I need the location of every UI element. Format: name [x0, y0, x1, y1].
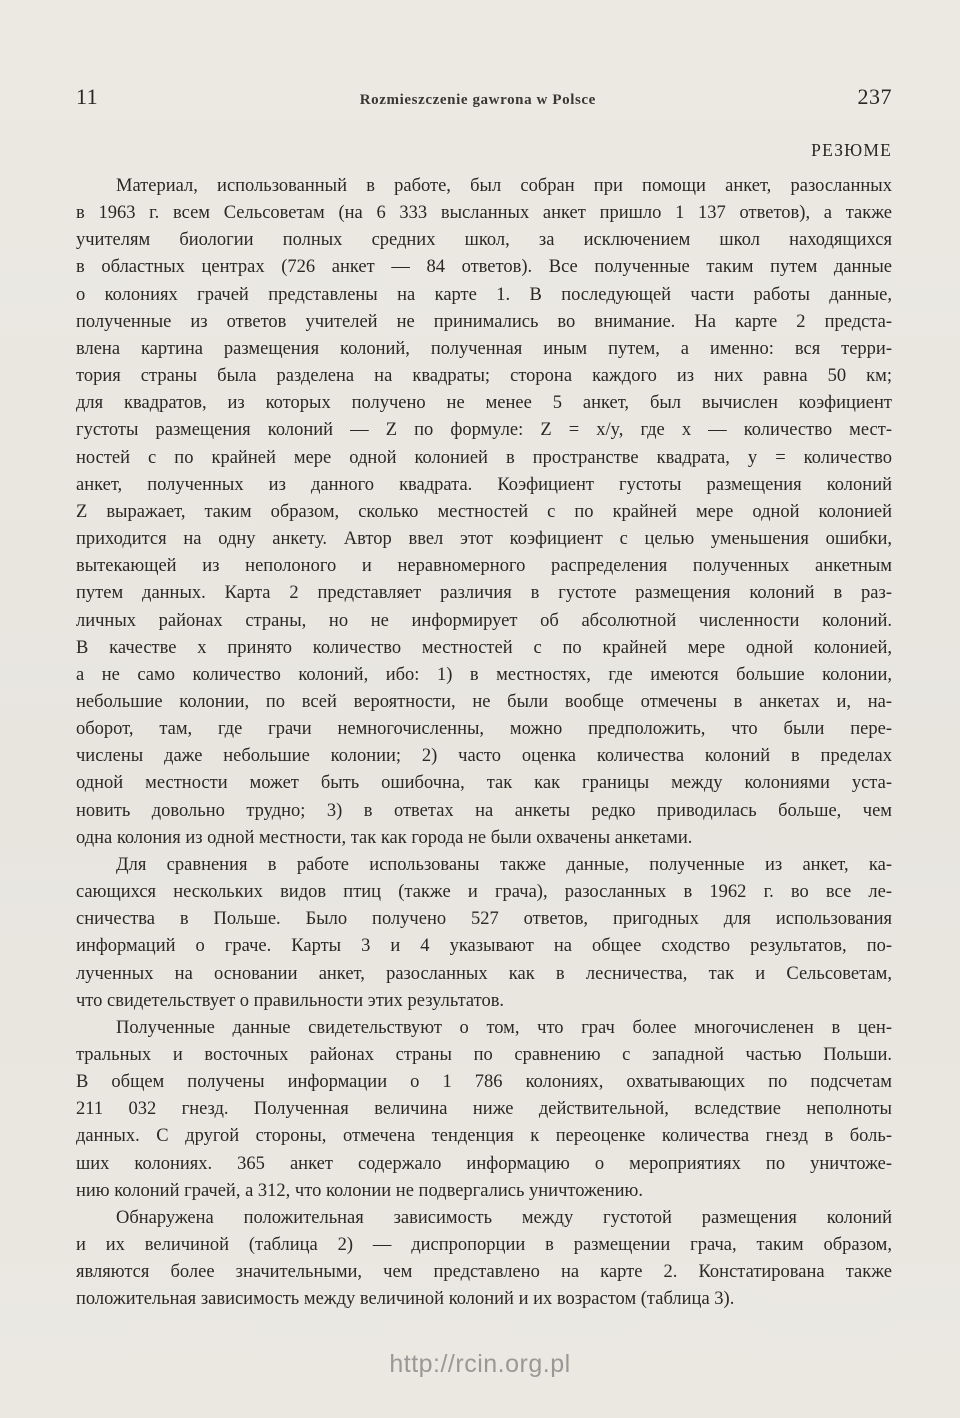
text-line: тория страны была разделена на квадраты; сторона каждого из них равна 50 км; — [76, 366, 892, 387]
text-line: новить довольно трудно; 3) в ответах на анкеты редко приводилась больше, чем — [76, 800, 892, 821]
text-line: одной местности может быть ошибочна, так как границы между колониями уста- — [76, 773, 892, 794]
text-line: Z выражает, таким образом, сколько местностей с по крайней мере одной колонией — [76, 501, 892, 522]
text-line: ностей с по крайней мере одной колонией в пространстве квадрата, y = количество — [76, 447, 892, 468]
paragraph — [76, 852, 892, 1015]
text-line: числены даже небольшие колонии; 2) часто оценка количества колоний в пределах — [76, 746, 892, 767]
text-line: сничества в Польше. Было получено 527 ответов, пригодных для использования — [76, 909, 892, 930]
text-line: Для сравнения в работе использованы также данные, полученные из анкет, ка- — [116, 854, 892, 875]
text-line: густоты размещения колоний — Z по формуле: Z = x/y, где x — количество мест- — [76, 420, 892, 441]
text-line: вытекающей из неполоного и неравномерного распределения полученных анкетным — [76, 556, 892, 577]
text-line: анкет, полученных из данного квадрата. Коэфициент густоты размещения колоний — [76, 474, 892, 495]
text-line: Полученные данные свидетельствуют о том, что грач более многочисленен в цен- — [116, 1017, 892, 1038]
text-line: положительная зависимость между величиной колоний и их возрастом (таблица 3). — [76, 1289, 735, 1310]
text-line: учителям биологии полных средних школ, за исключением школ находящихся — [76, 230, 892, 251]
page-number-left: 11 — [76, 84, 99, 109]
text-line: в 1963 г. всем Сельсоветам (на 6 333 высланных анкет пришло 1 137 ответов), а также — [76, 203, 892, 224]
text-line: приходится на одну анкету. Автор ввел этот коэфициент с целью уменьшения ошибки, — [76, 529, 892, 550]
text-line: лученных на основании анкет, разосланных как в лесничества, так и Сельсоветам, — [76, 963, 892, 984]
text-line: путем данных. Карта 2 представляет различия в густоте размещения колоний в раз- — [76, 583, 892, 604]
text-line: ших колониях. 365 анкет содержало информацию о мероприятиях по уничтоже- — [76, 1153, 892, 1174]
source-url-watermark: http://rcin.org.pl — [389, 1350, 571, 1378]
text-line: и их величиной (таблица 2) — диспропорции в размещении грача, таким образом, — [76, 1235, 892, 1256]
text-line: В качестве x принято количество местностей с по крайней мере одной колонией, — [76, 637, 892, 658]
running-title: Rozmieszczenie gawrona w Polsce — [359, 92, 596, 108]
paragraph — [76, 1205, 892, 1314]
paragraph — [76, 173, 892, 852]
summary-body — [76, 173, 892, 1314]
text-line: Материал, использованный в работе, был собран при помощи анкет, разосланных — [116, 176, 892, 196]
page-number-right: 237 — [857, 84, 892, 109]
text-line: являются более значительными, чем представлено на карте 2. Констатирована также — [76, 1262, 892, 1283]
section-heading: РЕЗЮМЕ — [811, 140, 892, 160]
text-line: оборот, там, где грачи немногочисленны, можно предположить, что были пере- — [76, 719, 892, 740]
text-line: в областных центрах (726 анкет — 84 ответов). Все полученные таким путем данные — [76, 257, 892, 278]
text-line: а не само количество колоний, ибо: 1) в местностях, где имеются большие колонии, — [76, 664, 892, 685]
page-header — [76, 84, 892, 118]
text-line: личных районах страны, но не информирует об абсолютной численности колоний. — [76, 610, 892, 631]
text-line: информаций о граче. Карты 3 и 4 указывают на общее сходство результатов, по- — [76, 936, 892, 957]
text-line: нию колоний грачей, а 312, что колонии не подвергались уничтожению. — [76, 1180, 644, 1201]
text-line: данных. С другой стороны, отмечена тенденция к переоценке количества гнезд в боль- — [76, 1126, 892, 1147]
text-line: В общем получены информации о 1 786 колониях, охватывающих по подсчетам — [76, 1072, 892, 1093]
text-line: влена картина размещения колоний, полученная иным путем, а именно: вся терри- — [76, 338, 892, 359]
text-line: одна колония из одной местности, так как города не были охвачены анкетами. — [76, 827, 693, 848]
text-line: полученные из ответов учителей не принимались во внимание. На карте 2 предста- — [76, 311, 892, 332]
text-line: для квадратов, из которых получено не менее 5 анкет, был вычислен коэфициент — [76, 393, 892, 414]
text-line: небольшие колонии, по всей вероятности, не были вообще отмечены в анкетах и, на- — [76, 691, 892, 712]
text-line: что свидетельствует о правильности этих результатов. — [76, 990, 505, 1011]
paragraph — [76, 1015, 892, 1205]
text-line: сающихся нескольких видов птиц (также и грача), разосланных в 1962 г. во все ле- — [76, 882, 892, 903]
text-line: о колониях грачей представлены на карте 1. В последующей части работы данные, — [76, 284, 892, 305]
text-line: тральных и восточных районах страны по сравнению с западной частью Польши. — [76, 1045, 892, 1065]
text-line: 211 032 гнезд. Полученная величина ниже действительной, вследствие неполноты — [76, 1099, 892, 1120]
text-line: Обнаружена положительная зависимость между густотой размещения колоний — [116, 1207, 892, 1228]
